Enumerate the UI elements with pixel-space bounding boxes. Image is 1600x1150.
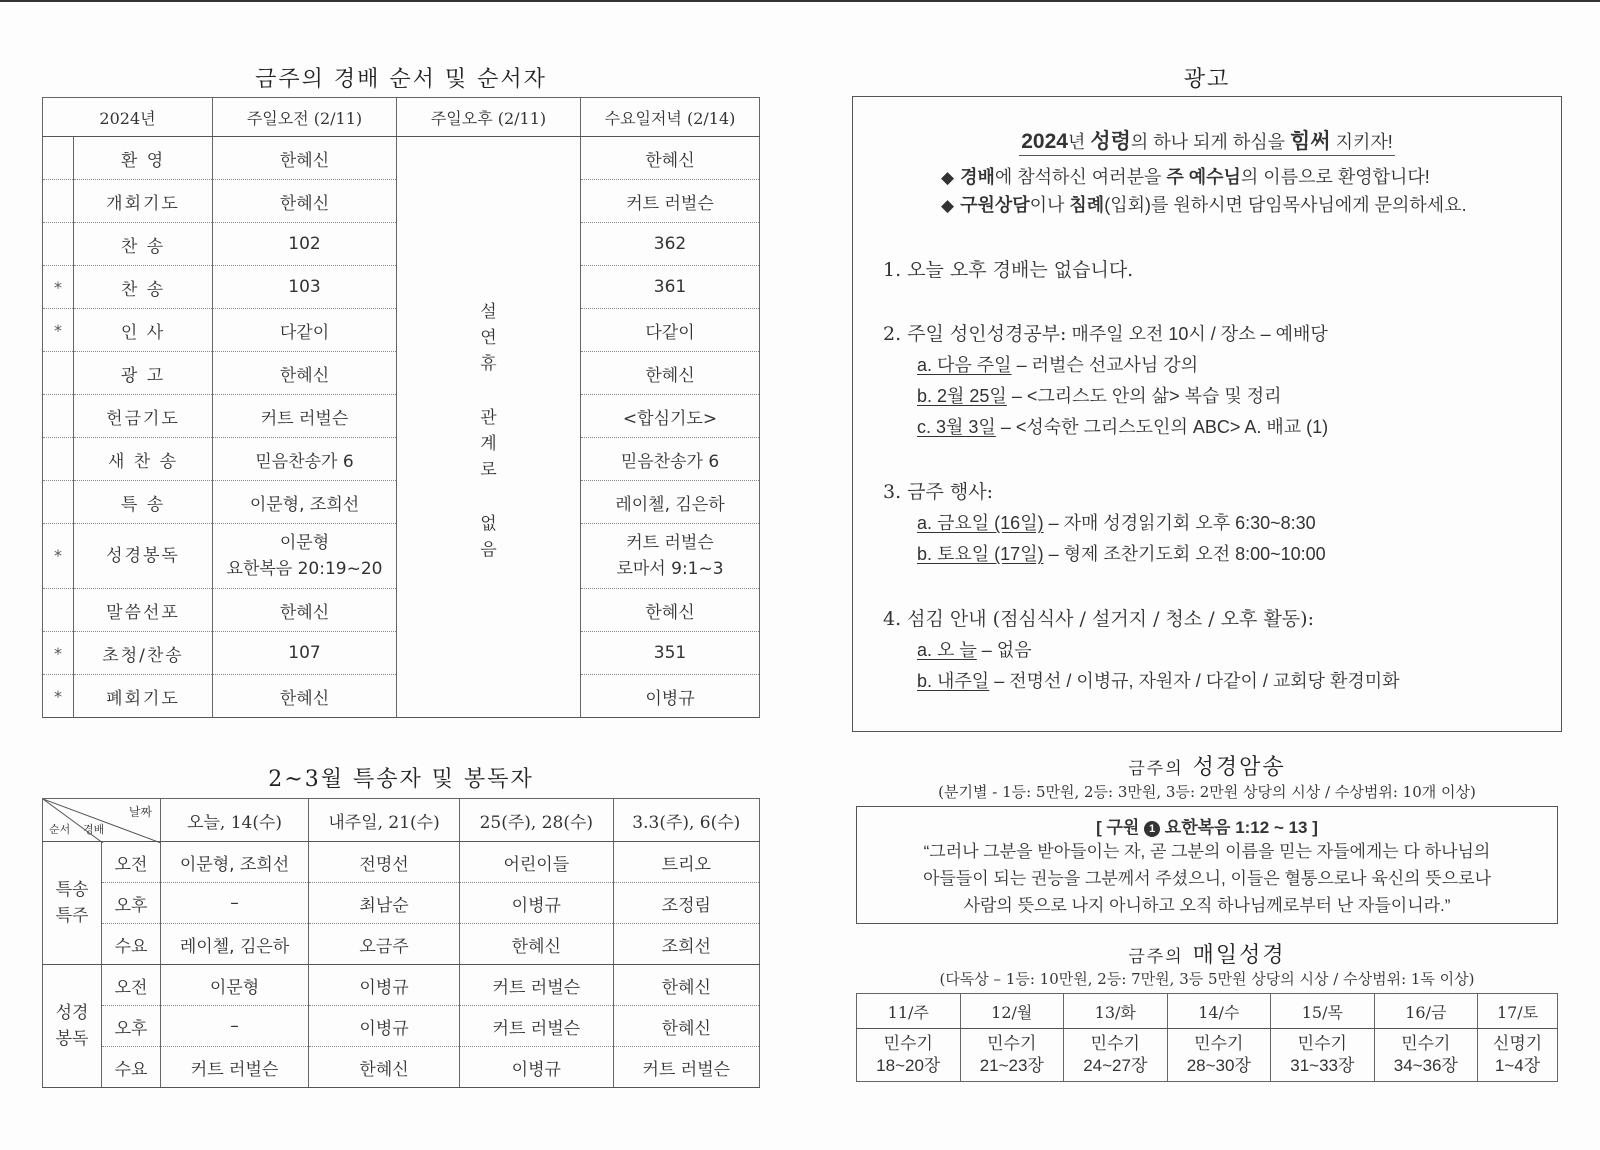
required-standing-mark [43,137,74,180]
reading-cell [857,1029,961,1082]
required-standing-mark [43,180,74,223]
header-week-2: 내주일, 21(수) [309,799,460,842]
day-header: 12/월 [960,994,1064,1029]
motto-bold: 힘써 [1290,130,1331,153]
chapter-range: 34~36장 [1393,1056,1458,1075]
ref-suffix: 요한복음 1:12 ~ 13 ] [1160,818,1318,837]
motto-part: 의 하나 되게 하심을 [1130,132,1291,152]
reading-cell [1478,1029,1558,1082]
header-week-1: 오늘, 14(수) [161,799,309,842]
announcement-item-2 [883,319,1328,346]
assignee-cell: 오금주 [309,924,460,965]
assignee-cell: 레이첼, 김은하 [161,924,309,965]
sub-item-label: b. 토요일 (17일) [917,544,1044,564]
assignee-cell: 조정림 [613,883,759,924]
wednesday-cell: 커트 러벌슨 [581,180,760,223]
welcome-text: 이나 [1029,195,1070,215]
assignee-cell: 어린이들 [459,842,613,883]
group-label-line: 특주 [55,906,89,926]
cell-line: 로마서 9:1~3 [616,559,724,579]
sub-item [917,636,1032,662]
book-name: 민수기 [1090,1034,1140,1053]
chapter-range: 1~4장 [1494,1056,1541,1075]
sub-item [917,540,1326,566]
title-main: 매일성경 [1183,943,1286,968]
diamond-bullet-icon: ◆ [941,168,955,187]
table-row [43,842,760,883]
wednesday-cell: 믿음찬송가 6 [581,438,760,481]
diamond-bullet-icon: ◆ [941,196,955,215]
welcome-bold: 경배 [960,167,995,187]
assignee-cell: 이문형 [161,965,309,1006]
item-heading: 3. 금주 행사: [883,481,994,503]
wednesday-cell [581,524,760,589]
day-header: 17/토 [1478,994,1558,1029]
assignee-cell: 전명선 [309,842,460,883]
title-main: 성경암송 [1183,755,1286,780]
sub-item [917,667,1400,693]
chapter-range: 31~33장 [1290,1056,1355,1075]
assignee-cell: 이병규 [459,883,613,924]
service-item-label: 인 사 [74,309,213,352]
worship-order-title-text: 금주의 경배 순서 및 순서자 [255,67,547,92]
service-item-label: 초청/찬송 [74,632,213,675]
header-week-4: 3.3(주), 6(수) [613,799,759,842]
day-header: 11/주 [857,994,961,1029]
sunday-am-cell: 다같이 [213,309,397,352]
sunday-am-cell: 한혜신 [213,675,397,718]
verse-line: “그러나 그분을 받아들이는 자, 곧 그분의 이름을 믿는 자들에게는 다 하나님의 [923,842,1491,861]
table-row [857,1029,1558,1082]
note-char: 관 [480,408,497,428]
service-item-label: 광 고 [74,352,213,395]
motto-part: 지키자! [1330,132,1393,152]
assignee-cell: 커트 러벌슨 [459,1006,613,1047]
book-name: 민수기 [1297,1034,1347,1053]
service-slot: 오후 [102,883,161,924]
motto-year: 2024 [1021,130,1068,153]
table-row [43,924,760,965]
item-heading: 2. 주일 성인성경공부: [883,323,1067,345]
sub-item-label: a. 오 늘 [917,640,977,660]
sunday-am-cell: 107 [213,632,397,675]
reading-cell [1167,1029,1271,1082]
service-slot: 오전 [102,965,161,1006]
service-item-label: 찬 송 [74,266,213,309]
sub-item-label: c. 3월 3일 [917,417,996,437]
note-char: 없 [480,514,497,534]
worship-order-title [42,62,760,93]
required-standing-mark: * [43,309,74,352]
service-slot: 오후 [102,1006,161,1047]
assignee-cell: 한혜신 [459,924,613,965]
note-char: 휴 [480,354,497,374]
verse-box [856,806,1558,924]
motto-part: 년 [1067,132,1091,152]
note-char: 로 [480,460,497,480]
sub-item-text: – 자매 성경읽기회 오후 6:30~8:30 [1043,513,1316,533]
assignee-cell: 한혜신 [613,965,759,1006]
sub-item-label: b. 내주일 [917,671,990,691]
announcement-item-4 [883,604,1314,631]
chapter-range: 18~20장 [876,1056,941,1075]
note-char: 계 [480,434,497,454]
book-name: 민수기 [987,1034,1037,1053]
note-char: 설 [480,302,497,322]
wednesday-cell: 다같이 [581,309,760,352]
sunday-pm-cell [397,137,581,718]
assignee-cell: 트리오 [613,842,759,883]
note-char: 음 [480,540,497,560]
corner-date-label: 날짜 [128,805,152,819]
sub-item-text: – 없음 [976,640,1032,660]
sub-item [917,382,1282,408]
sub-item-label: a. 다음 주일 [917,355,1012,375]
verse-reference [857,813,1557,838]
book-name: 민수기 [1194,1034,1244,1053]
required-standing-mark: * [43,524,74,589]
motto-banner [853,125,1561,155]
sub-item [917,509,1316,535]
header-sunday-pm: 주일오후 (2/11) [397,98,581,137]
note-char: 연 [480,328,497,348]
required-standing-mark [43,352,74,395]
table-row [43,1047,760,1088]
announcements-box [852,96,1562,732]
special-singers-title [42,762,760,793]
required-standing-mark [43,438,74,481]
reading-cell [1271,1029,1375,1082]
service-slot: 수요 [102,924,161,965]
sub-item-text: – 전명선 / 이병규, 자원자 / 다같이 / 교회당 환경미화 [989,671,1400,691]
assignee-cell: 이병규 [309,1006,460,1047]
sub-item-text: – <성숙한 그리스도인의 ABC> A. 배교 (1) [995,417,1329,437]
announcement-item-1 [883,255,1133,282]
table-header-row [43,799,760,842]
verse-line: 아들들이 되는 권능을 그분께서 주셨으니, 이들은 혈통으로나 육신의 뜻으로나 [922,869,1491,888]
service-item-label: 환 영 [74,137,213,180]
reading-cell [1064,1029,1168,1082]
assignee-cell: 한혜신 [613,1006,759,1047]
daily-bible-note: (다독상 – 1등: 10만원, 2등: 7만원, 3등 5만원 상당의 시상 / 수상범위: 1독 이상) [939,970,1475,988]
announcements-title [852,62,1562,93]
sub-item-label: b. 2월 25일 [917,386,1007,406]
header-sunday-am: 주일오전 (2/11) [213,98,397,137]
daily-bible-table [856,993,1558,1082]
service-item-label: 헌금기도 [74,395,213,438]
cell-line: 이문형 [279,533,330,553]
group-label-line: 성경 [55,1003,89,1023]
welcome-line-2 [941,191,1467,217]
wednesday-cell: 한혜신 [581,589,760,632]
assignee-cell: 커트 러벌슨 [613,1047,759,1088]
required-standing-mark: * [43,675,74,718]
table-header-row [857,994,1558,1029]
assignee-cell: 이병규 [309,965,460,1006]
book-name: 신명기 [1492,1034,1543,1053]
assignee-cell: 조희선 [613,924,759,965]
welcome-text: (입회)를 원하시면 담임목사님에게 문의하세요. [1104,195,1467,215]
corner-order-label: 순서 [49,823,71,836]
reading-cell [1374,1029,1478,1082]
day-header: 16/금 [1374,994,1478,1029]
assignee-cell: – [161,883,309,924]
welcome-bold: 구원상담 [960,195,1030,215]
service-item-label: 찬 송 [74,223,213,266]
daily-bible-title [852,938,1562,969]
table-row [43,1006,760,1047]
cell-line: 요한복음 20:19~20 [226,559,383,579]
ref-prefix: [ 구원 [1096,818,1145,837]
sub-item-text: – 러벌슨 선교사님 강의 [1011,355,1199,375]
wednesday-cell: <합심기도> [581,395,760,438]
sunday-am-cell: 이문형, 조희선 [213,481,397,524]
header-year: 2024년 [43,98,213,137]
required-standing-mark [43,589,74,632]
welcome-text: 의 이름으로 환영합니다! [1240,167,1430,187]
announcement-item-3 [883,477,993,504]
welcome-text: 에 참석하신 여러분을 [994,167,1167,187]
memorization-note: (분기별 - 1등: 5만원, 2등: 3만원, 3등: 2만원 상당의 시상 / 수상범위: 10개 이상) [938,783,1476,801]
table-row [43,883,760,924]
chapter-range: 28~30장 [1186,1056,1251,1075]
memorization-title [852,750,1562,781]
table-row [43,137,760,180]
sunday-am-cell: 한혜신 [213,589,397,632]
sub-item-label: a. 금요일 (16일) [917,513,1044,533]
service-slot: 수요 [102,1047,161,1088]
wednesday-cell: 351 [581,632,760,675]
wednesday-cell: 361 [581,266,760,309]
table-header-row [43,98,760,137]
group-label [43,842,102,965]
service-item-label: 폐회기도 [74,675,213,718]
required-standing-mark [43,481,74,524]
day-header: 13/화 [1064,994,1168,1029]
assignee-cell: – [161,1006,309,1047]
corner-header [43,799,161,842]
special-singers-title-text: 2~3월 특송자 및 봉독자 [268,767,534,792]
wednesday-cell: 한혜신 [581,352,760,395]
assignee-cell: 커트 러벌슨 [459,965,613,1006]
header-wednesday: 수요일저녁 (2/14) [581,98,760,137]
item-heading: 1. 오늘 오후 경배는 없습니다. [883,259,1134,281]
item-heading: 4. 섬김 안내 (점심식사 / 설거지 / 청소 / 오후 활동): [883,608,1314,630]
day-header: 14/수 [1167,994,1271,1029]
service-item-label: 특 송 [74,481,213,524]
service-item-label: 새 찬 송 [74,438,213,481]
announcements-title-text: 광고 [1183,67,1231,92]
sunday-am-cell: 한혜신 [213,137,397,180]
number-circle-icon: 1 [1144,821,1160,837]
book-name: 민수기 [1401,1034,1451,1053]
sunday-am-cell [213,524,397,589]
title-prefix: 금주의 [1128,947,1184,967]
assignee-cell: 커트 러벌슨 [161,1047,309,1088]
motto-bold: 성령 [1090,130,1131,153]
item-detail: 매주일 오전 10시 / 장소 – 예배당 [1066,324,1328,344]
sunday-am-cell: 믿음찬송가 6 [213,438,397,481]
required-standing-mark [43,223,74,266]
sub-item-text: – <그리스도 안의 삶> 복습 및 정리 [1006,386,1282,406]
corner-service-label: 경배 [83,823,105,836]
wednesday-cell: 이병규 [581,675,760,718]
table-row [43,965,760,1006]
sunday-am-cell: 한혜신 [213,352,397,395]
required-standing-mark: * [43,266,74,309]
chapter-range: 21~23장 [979,1056,1044,1075]
welcome-bold: 침례 [1069,195,1105,215]
group-label-line: 봉독 [55,1029,89,1049]
motto-text [1019,132,1395,156]
group-label [43,965,102,1088]
group-label-line: 특송 [55,880,89,900]
sub-item [917,413,1328,439]
assignee-cell: 한혜신 [309,1047,460,1088]
required-standing-mark [43,395,74,438]
wednesday-cell: 한혜신 [581,137,760,180]
assignee-cell: 이병규 [459,1047,613,1088]
sunday-am-cell: 한혜신 [213,180,397,223]
service-item-label: 성경봉독 [74,524,213,589]
worship-order-table [42,97,760,718]
sunday-am-cell: 102 [213,223,397,266]
wednesday-cell: 레이첼, 김은하 [581,481,760,524]
special-singers-table [42,798,760,1088]
assignee-cell: 이문형, 조희선 [161,842,309,883]
sub-item-text: – 형제 조찬기도회 오전 8:00~10:00 [1043,544,1326,564]
service-slot: 오전 [102,842,161,883]
reading-cell [960,1029,1064,1082]
day-header: 15/목 [1271,994,1375,1029]
wednesday-cell: 362 [581,223,760,266]
title-prefix: 금주의 [1128,759,1184,779]
required-standing-mark: * [43,632,74,675]
assignee-cell: 최남순 [309,883,460,924]
service-item-label: 말씀선포 [74,589,213,632]
sub-item [917,351,1198,377]
service-item-label: 개회기도 [74,180,213,223]
afternoon-cancelled-note [397,137,580,563]
header-week-3: 25(주), 28(수) [459,799,613,842]
sunday-am-cell: 103 [213,266,397,309]
page-top-border [0,0,1600,2]
welcome-bold: 주 예수님 [1166,167,1241,187]
book-name: 민수기 [883,1034,933,1053]
verse-line: 사람의 뜻으로 나지 아니하고 오직 하나님께로부터 난 자들이니라.” [963,896,1451,915]
sunday-am-cell: 커트 러벌슨 [213,395,397,438]
cell-line: 커트 러벌슨 [626,533,714,553]
chapter-range: 24~27장 [1083,1056,1148,1075]
welcome-line-1 [941,163,1430,189]
